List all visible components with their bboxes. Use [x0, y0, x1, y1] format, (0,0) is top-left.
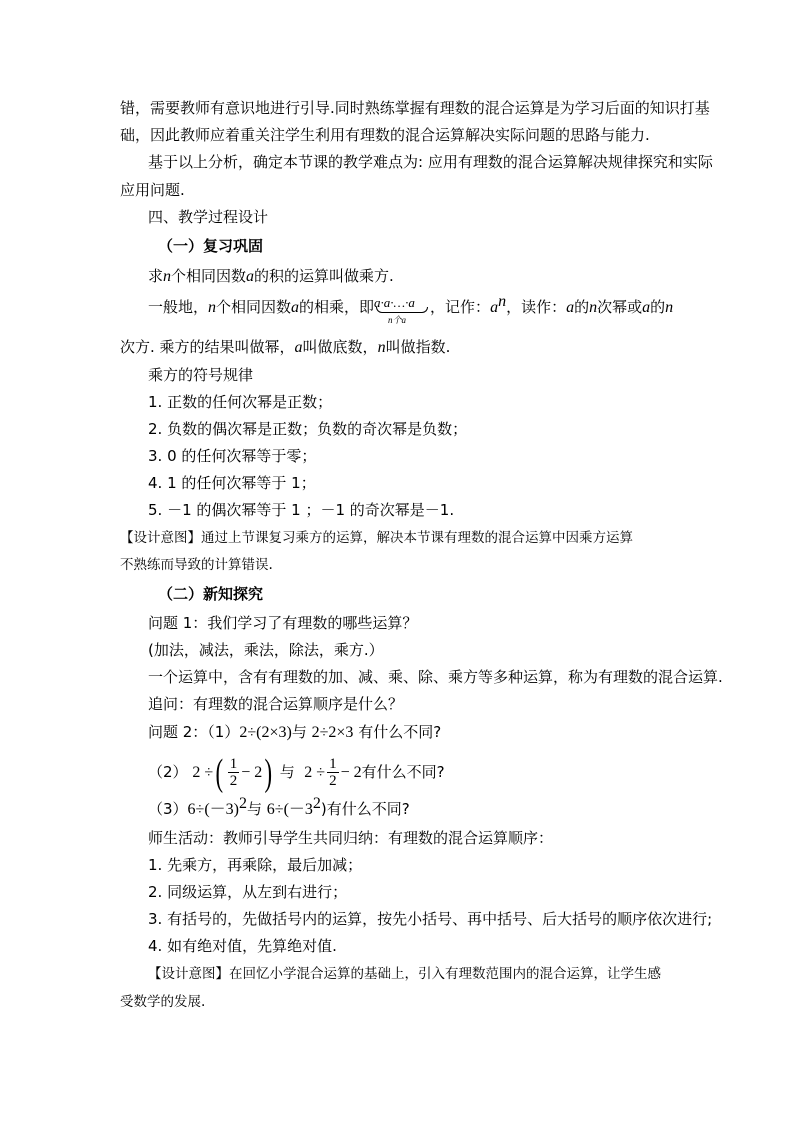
var-n: n — [208, 299, 217, 316]
general-line — [148, 293, 674, 325]
product-underbrace — [374, 294, 430, 325]
subsection-heading: （一）复习巩固 — [158, 237, 264, 255]
design-intent-note: 【设计意图】在回忆小学混合运算的基础上，引入有理数范围内的混合运算，让学生感 — [148, 966, 661, 982]
var-n: n — [163, 268, 172, 285]
rule-item: 4. 1 的任何次幂等于 1； — [148, 474, 316, 492]
fraction — [327, 756, 339, 789]
text: 与 — [279, 763, 295, 781]
exponent: n — [498, 293, 507, 310]
text: )有什么不同? — [320, 800, 410, 818]
var-a: a — [566, 299, 575, 316]
var-a: a — [291, 299, 300, 316]
text: 的相乘，即 — [299, 298, 375, 316]
design-intent-note: 受数学的发展. — [120, 994, 206, 1010]
text: 次方. 乘方的结果叫做幂， — [120, 338, 295, 356]
var-n: n — [665, 299, 674, 316]
paragraph-line: 应用问题. — [120, 181, 185, 199]
text: ，读作： — [506, 298, 567, 316]
rule-item: 1. 正数的任何次幂是正数； — [148, 393, 333, 411]
answer-1: (加法，减法，乘法，除法，乘方.） — [148, 641, 384, 659]
mixed-operation-definition: 一个运算中，含有有理数的加、减、乘、除、乘方等多种运算，称为有理数的混合运算. — [148, 668, 723, 686]
text: （3） — [148, 800, 188, 818]
text: 次幂或 — [597, 298, 643, 316]
text: 的 — [650, 298, 666, 316]
expression: 6÷(－3) — [187, 801, 239, 818]
denominator: 2 — [329, 773, 337, 789]
text: 求 — [148, 267, 164, 285]
question-2-part-2 — [148, 752, 445, 792]
question-2-part-1 — [148, 723, 441, 742]
paragraph-line: 错，需要教师有意识地进行引导.同时熟练掌握有理数的混合运算是为学习后面的知识打基 — [120, 99, 710, 117]
text: ，记作： — [430, 298, 491, 316]
expression: 2÷2×3 — [311, 724, 354, 741]
subsection-heading: （二）新知探究 — [158, 585, 264, 603]
fraction — [228, 756, 240, 789]
text: 有什么不同? — [358, 723, 442, 741]
var-a: a — [246, 268, 255, 285]
text: 有什么不同? — [361, 763, 445, 781]
var-a: a — [490, 299, 499, 316]
brace-label: n个a — [388, 315, 407, 325]
paragraph-line: 础，因此教师应着重关注学生利用有理数的混合运算解决实际问题的思路与能力. — [120, 126, 650, 144]
design-intent-note: 不熟练而导致的计算错误. — [120, 557, 273, 573]
section-heading: 四、教学过程设计 — [148, 208, 269, 226]
numerator: 1 — [229, 756, 238, 772]
expression: 6÷(－3 — [266, 801, 313, 818]
rule-item: 5. －1 的偶次幂等于 1 ；－1 的奇次幂是－1. — [148, 501, 455, 519]
text: 一般地， — [148, 298, 209, 316]
exponent: 2 — [312, 795, 321, 812]
text: 的积的运算叫做乘方. — [254, 267, 394, 285]
order-item: 2. 同级运算，从左到右进行； — [148, 883, 348, 901]
expression: 2 ÷ — [192, 764, 214, 781]
numerator: 1 — [329, 756, 337, 772]
definition-continued — [120, 338, 450, 357]
text: （2） — [148, 763, 188, 781]
left-paren-icon: ( — [215, 751, 224, 794]
question-2-part-3 — [148, 795, 410, 819]
var-n: n — [377, 339, 386, 356]
rule-item: 3. 0 的任何次幂等于零； — [148, 447, 317, 465]
text: 与 — [291, 723, 307, 741]
paragraph-line: 基于以上分析，确定本节课的教学难点为: 应用有理数的混合运算解决规律探究和实际 — [148, 153, 713, 171]
activity-line: 师生活动：教师引导学生共同归纳：有理数的混合运算顺序： — [148, 829, 554, 847]
text: 问题 2：（1） — [148, 723, 240, 741]
var-a: a — [642, 299, 651, 316]
order-item: 3. 有括号的，先做括号内的运算，按先小括号、再中括号、后大括号的顺序依次进行; — [148, 910, 713, 928]
definition-line — [148, 267, 394, 286]
text: 个相同因数 — [171, 267, 247, 285]
denominator: 2 — [229, 773, 238, 789]
text: 与 — [247, 800, 263, 818]
product-expression: a·a·…·a — [374, 295, 415, 310]
expression: − 2 — [340, 764, 362, 781]
text: 的 — [574, 298, 590, 316]
order-item: 4. 如有绝对值，先算绝对值. — [148, 937, 337, 955]
expression: 2÷(2×3) — [239, 724, 292, 741]
follow-up-question: 追问：有理数的混合运算顺序是什么？ — [148, 695, 404, 713]
var-n: n — [589, 299, 598, 316]
exponent: 2 — [239, 795, 247, 812]
expression: − 2 — [241, 764, 263, 781]
design-intent-note: 【设计意图】通过上节课复习乘方的运算，解决本节课有理数的混合运算中因乘方运算 — [120, 530, 633, 546]
text: 叫做底数， — [302, 338, 378, 356]
rules-title: 乘方的符号规律 — [148, 366, 254, 384]
question-1: 问题 1：我们学习了有理数的哪些运算？ — [148, 614, 418, 632]
right-paren-icon: ) — [264, 751, 273, 794]
text: 个相同因数 — [216, 298, 292, 316]
var-a: a — [294, 339, 303, 356]
rule-item: 2. 负数的偶次幂是正数；负数的奇次幂是负数； — [148, 420, 468, 438]
order-item: 1. 先乘方，再乘除，最后加减； — [148, 856, 363, 874]
expression: 2 ÷ — [304, 764, 326, 781]
text: 叫做指数. — [385, 338, 451, 356]
